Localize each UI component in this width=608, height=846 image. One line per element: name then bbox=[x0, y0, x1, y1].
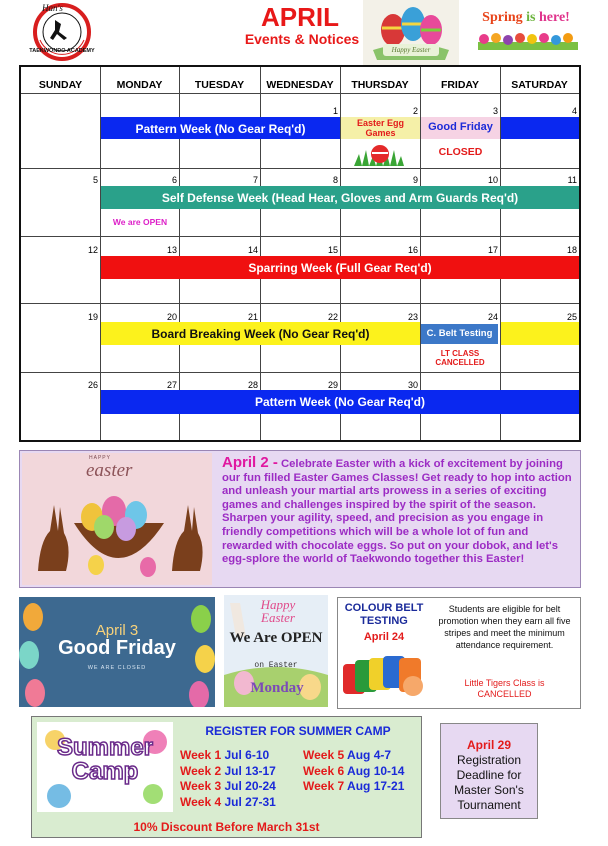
day-header-saturday: SATURDAY bbox=[511, 79, 568, 91]
summer-camp-weeks-right bbox=[303, 748, 404, 795]
summer-camp-weeks-left bbox=[180, 748, 276, 810]
colour-belt-cancel-line1: Little Tigers Class is bbox=[464, 678, 545, 688]
event-bar-self-defense-week: Self Defense Week (Head Hear, Gloves and Arm Guards Req'd) bbox=[101, 186, 579, 209]
summer-camp-logo-line2: Camp bbox=[71, 758, 139, 785]
day-number: 14 bbox=[247, 245, 258, 255]
logo-script: Han's bbox=[42, 3, 63, 13]
camp-week-row bbox=[180, 764, 276, 780]
open-card-on: on Easter bbox=[254, 661, 298, 670]
camp-week-dates: Jul 6-10 bbox=[224, 748, 270, 762]
we-are-open-label: We are OPEN bbox=[112, 217, 168, 227]
open-card-monday: Monday bbox=[250, 680, 304, 696]
day-number: 26 bbox=[87, 380, 98, 390]
easter-image-script: easter bbox=[86, 460, 133, 481]
day-number: 7 bbox=[252, 175, 258, 185]
day-number: 25 bbox=[566, 312, 577, 322]
colour-belt-date: April 24 bbox=[363, 631, 405, 643]
colour-belt-title-line1: COLOUR BELT bbox=[344, 602, 424, 614]
summer-camp-heading: REGISTER FOR SUMMER CAMP bbox=[205, 724, 391, 738]
day-header-wednesday: WEDNESDAY bbox=[266, 79, 334, 91]
camp-week-label: Week 7 bbox=[303, 779, 345, 793]
event-belt-testing: C. Belt Testing bbox=[421, 324, 498, 344]
colour-belt-text: Students are eligible for belt promotion when they earn all five stripes and meet the minimum attendance requirement. bbox=[438, 604, 571, 650]
registration-date: April 29 bbox=[466, 738, 511, 752]
colour-belt-cancel bbox=[432, 678, 577, 700]
camp-week-dates: Aug 10-14 bbox=[347, 763, 405, 778]
camp-week-label: Week 6 bbox=[303, 763, 345, 778]
camp-week-row bbox=[180, 795, 276, 811]
day-number: 2 bbox=[412, 106, 418, 116]
spring-word: Spring bbox=[482, 10, 523, 25]
camp-week-label: Week 2 bbox=[180, 763, 222, 778]
camp-week-dates: Aug 17-21 bbox=[347, 779, 405, 793]
day-number: 18 bbox=[566, 245, 577, 255]
easter-description bbox=[222, 456, 576, 567]
registration-line3: Master Son's bbox=[454, 783, 524, 797]
day-header-friday: FRIDAY bbox=[440, 79, 480, 91]
grid-line bbox=[21, 168, 579, 169]
registration-line4: Tournament bbox=[457, 798, 521, 812]
day-number: 13 bbox=[166, 245, 177, 255]
good-friday-date: April 3 bbox=[95, 622, 139, 639]
event-bar-board-breaking-end bbox=[501, 322, 579, 345]
easter-eggs-image bbox=[363, 0, 459, 66]
colour-belt-title-line2: TESTING bbox=[360, 615, 408, 627]
lt-class-cancelled: LT CLASS CANCELLED bbox=[435, 349, 485, 367]
day-number: 17 bbox=[487, 245, 498, 255]
event-easter-games: Easter Egg Games bbox=[341, 117, 420, 139]
day-number: 30 bbox=[407, 380, 418, 390]
easter-lead: April 2 - bbox=[222, 454, 278, 471]
registration-line1: Registration bbox=[456, 753, 522, 767]
event-bar-pattern-week-2: Pattern Week (No Gear Req'd) bbox=[101, 390, 579, 414]
page-title: APRIL bbox=[261, 2, 339, 32]
event-bar-pattern-week-end bbox=[501, 117, 579, 139]
camp-week-label: Week 1 bbox=[180, 748, 222, 762]
day-number: 22 bbox=[327, 312, 338, 322]
event-bar-pattern-week: Pattern Week (No Gear Req'd) bbox=[101, 117, 340, 139]
camp-week-row bbox=[180, 748, 276, 764]
good-friday-note: WE ARE CLOSED bbox=[87, 665, 147, 671]
summer-camp-discount: 10% Discount Before March 31st bbox=[133, 820, 320, 834]
day-number: 16 bbox=[407, 245, 418, 255]
registration-line2: Deadline for bbox=[456, 768, 522, 782]
day-number: 1 bbox=[332, 106, 338, 116]
day-number: 6 bbox=[171, 175, 177, 185]
day-number: 9 bbox=[412, 175, 418, 185]
day-number: 8 bbox=[332, 175, 338, 185]
camp-week-row bbox=[303, 764, 404, 780]
easter-egg-grass-image bbox=[352, 140, 410, 166]
grid-line bbox=[21, 372, 579, 373]
spring-banner bbox=[476, 10, 576, 26]
flowers-decoration bbox=[478, 30, 578, 50]
good-friday-title: Good Friday bbox=[58, 637, 176, 659]
grid-line bbox=[21, 303, 579, 304]
camp-week-label: Week 5 bbox=[303, 748, 345, 762]
spring-is-word: is bbox=[526, 10, 536, 25]
page-subtitle: Events & Notices bbox=[244, 31, 360, 47]
registration-text bbox=[440, 738, 538, 813]
summer-camp-logo-text bbox=[40, 736, 170, 784]
day-number: 15 bbox=[327, 245, 338, 255]
spring-here-word: here! bbox=[538, 10, 570, 25]
day-number: 11 bbox=[567, 175, 577, 185]
colour-belt-title bbox=[340, 602, 428, 628]
camp-week-dates: Jul 27-31 bbox=[224, 794, 276, 809]
day-number: 21 bbox=[247, 312, 258, 322]
day-number: 29 bbox=[327, 380, 338, 390]
camp-week-label: Week 4 bbox=[180, 794, 222, 809]
easter-image-happy: HAPPY bbox=[89, 455, 111, 461]
open-card-happy: Happy bbox=[260, 597, 296, 612]
day-header-monday: MONDAY bbox=[116, 79, 163, 91]
event-good-friday: Good Friday bbox=[421, 117, 500, 139]
camp-week-row bbox=[303, 779, 404, 795]
day-number: 19 bbox=[87, 312, 98, 322]
open-card-open: We Are OPEN bbox=[229, 630, 323, 646]
camp-week-dates: Aug 4-7 bbox=[347, 748, 392, 762]
eggs-caption: Happy Easter bbox=[391, 46, 431, 54]
day-header-sunday: SUNDAY bbox=[38, 79, 83, 91]
event-bar-board-breaking-week: Board Breaking Week (No Gear Req'd) bbox=[101, 322, 420, 345]
grid-line bbox=[21, 93, 579, 94]
day-number: 12 bbox=[87, 245, 98, 255]
summer-camp-logo-line1: Summer bbox=[56, 734, 154, 761]
camp-week-row bbox=[303, 748, 404, 764]
day-number: 4 bbox=[571, 106, 577, 116]
belt-rolls-image bbox=[343, 646, 427, 706]
camp-week-row bbox=[180, 779, 276, 795]
logo-text: TAEKWONDO ACADEMY bbox=[29, 48, 95, 54]
day-header-thursday: THURSDAY bbox=[351, 79, 409, 91]
camp-week-dates: Jul 20-24 bbox=[224, 779, 276, 793]
easter-body: Celebrate Easter with a kick of excitement by joining our fun filled Easter Games Classes! Get ready to hop into action and unleash your martial arts prowess in a series of exciting games and challenges inspired by the spirit of the season. Sharpen your agility, speed, and precision as you engage in friendly competitions which will be a whole lot of fun and rewarded with chocolate eggs. So put on your dobok, and let's egg-splore the world of Taekwondo together this Easter! bbox=[222, 458, 572, 566]
colour-belt-cancel-line2: CANCELLED bbox=[477, 689, 532, 699]
day-header-tuesday: TUESDAY bbox=[194, 79, 245, 91]
closed-label: CLOSED bbox=[438, 146, 483, 158]
camp-week-dates: Jul 13-17 bbox=[224, 763, 276, 778]
grid-line bbox=[21, 236, 579, 237]
day-number: 20 bbox=[166, 312, 177, 322]
event-bar-sparring-week: Sparring Week (Full Gear Req'd) bbox=[101, 256, 579, 279]
day-number: 23 bbox=[407, 312, 418, 322]
day-number: 10 bbox=[487, 175, 498, 185]
camp-week-label: Week 3 bbox=[180, 779, 222, 793]
open-card-easter: Easter bbox=[261, 610, 295, 625]
day-number: 5 bbox=[92, 175, 98, 185]
day-number: 28 bbox=[247, 380, 258, 390]
day-number: 27 bbox=[166, 380, 177, 390]
day-number: 3 bbox=[492, 106, 498, 116]
day-number: 24 bbox=[487, 312, 498, 322]
